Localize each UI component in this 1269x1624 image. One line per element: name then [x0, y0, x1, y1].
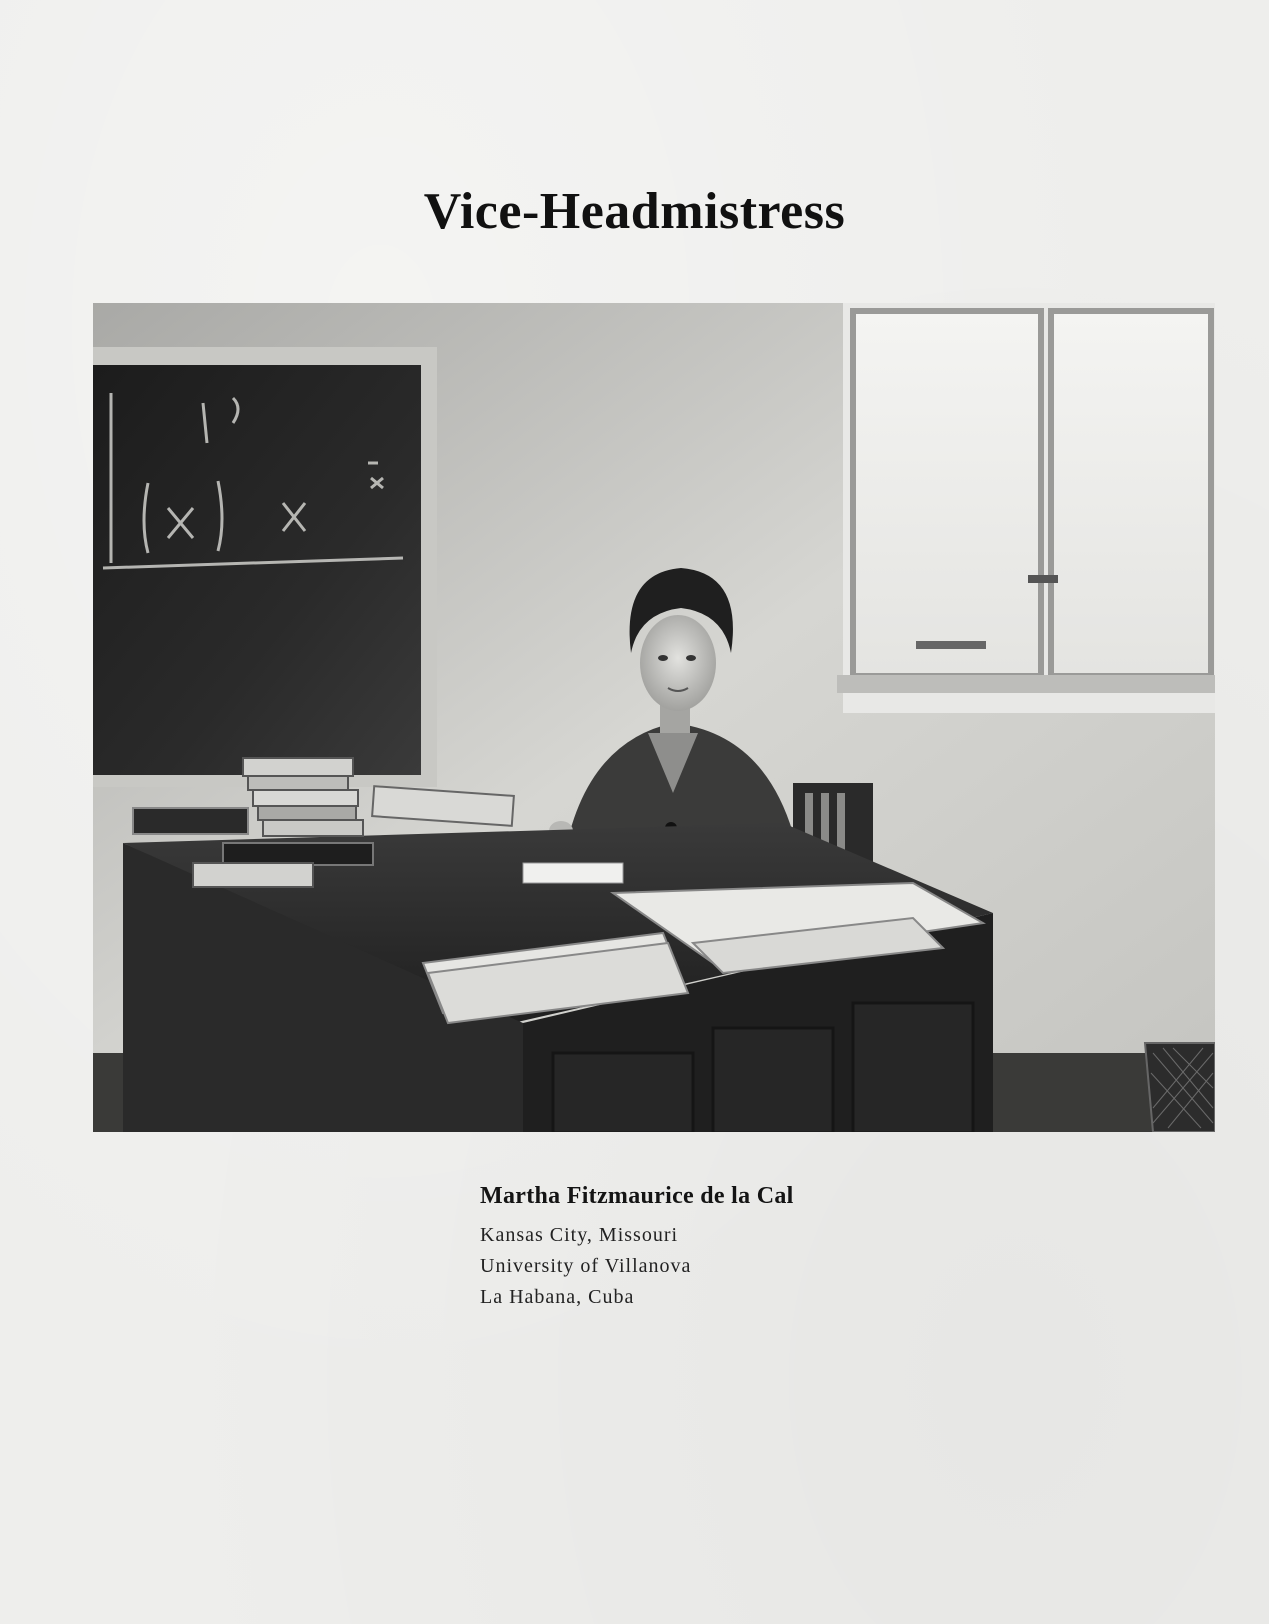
chalkboard — [93, 347, 437, 787]
portrait-photo — [93, 303, 1215, 1132]
caption-line-university: University of Villanova — [480, 1255, 692, 1277]
caption-line-hometown: Kansas City, Missouri — [480, 1224, 679, 1246]
office-scene-illustration — [93, 303, 1215, 1132]
page-title: Vice-Headmistress — [423, 183, 846, 240]
person-name: Martha Fitzmaurice de la Cal — [480, 1183, 794, 1209]
window — [837, 303, 1215, 713]
wastebasket — [1145, 1043, 1215, 1132]
caption-line-location: La Habana, Cuba — [480, 1286, 635, 1308]
caption-block — [480, 1182, 794, 1313]
